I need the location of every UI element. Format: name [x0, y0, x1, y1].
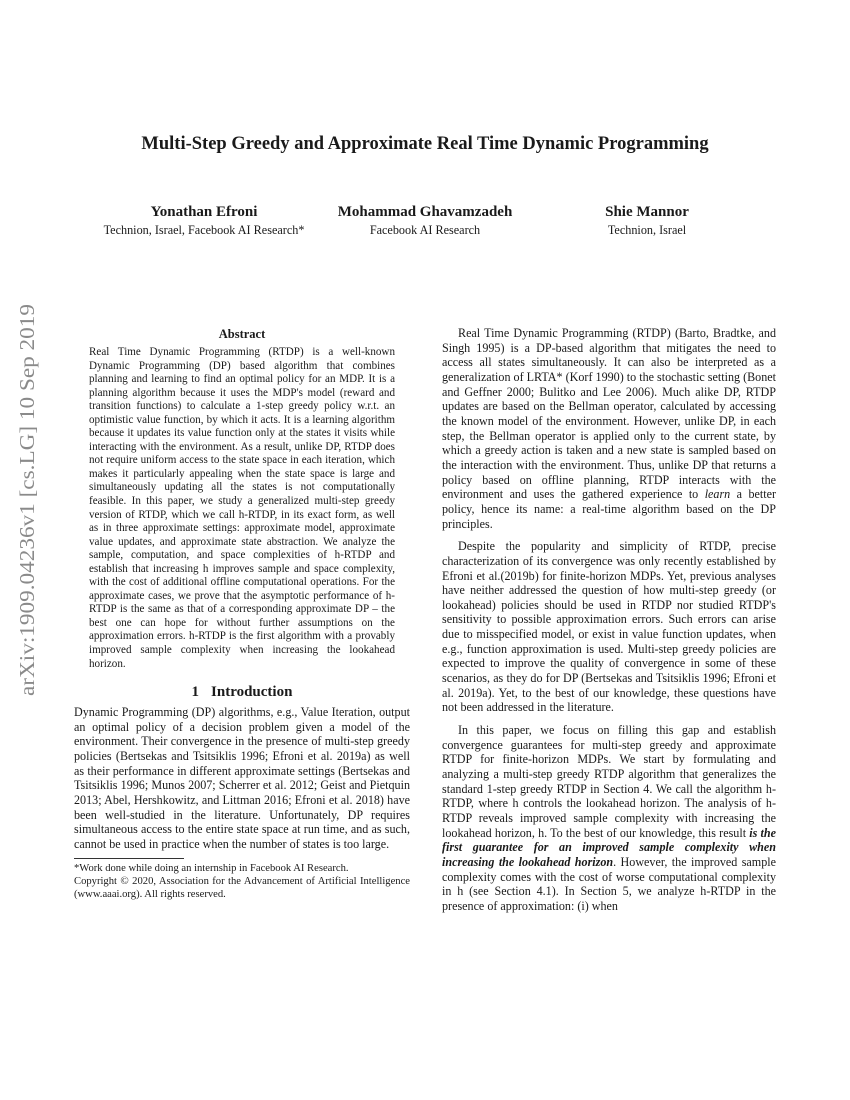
author-affiliation: Technion, Israel: [607, 223, 687, 237]
section-title: Introduction: [211, 684, 293, 701]
paragraph-text: Real Time Dynamic Programming (RTDP) (Barto, Bradtke, and Singh 1995) is a DP-based algorithm that mitigates the need to access all states simultaneously. It can also be interpreted as a generalization of LRTA* (Korf 1990) to the stochastic setting (Bonet and Geffner 2000; Bulitko and Lee 2006). Much alike DP, RTDP updates are based on the Bellman operator, calculated by accessing the known model of the environment. However, unlike DP, in each step, the Bellman operator is applied only to the current state, by which a greedy action is taken and a new state is sampled based on the interaction with the environment. Thus, unlike DP that returns a policy based on offline planning, RTDP interacts with the environment and uses the gathered experience to: [442, 326, 776, 502]
footnote-divider: [74, 858, 184, 859]
author-name: Mohammad Ghavamzadeh: [337, 204, 513, 220]
arxiv-id-text: arXiv:1909.04236v1 [cs.LG] 10 Sep 2019: [15, 332, 39, 696]
bold-emphasis-text: is the first guarantee for an improved sample complexity when increasing the lookahead horizon: [442, 825, 776, 869]
left-column: [74, 326, 410, 901]
paragraph-text: . However, the improved sample complexity comes with the cost of worse computational complexity in h (see Section 4.1). In Section 5, we analyze h-RTDP in the presence of approximation: (i) when: [442, 854, 776, 913]
paragraph-text: In this paper, we focus on filling this gap and establish convergence guarantees for multi-step greedy and approximate RTDP for finite-horizon MDPs. We start by formulating and analyzing a multi-step greedy RTDP algorithm that generalizes the standard 1-step greedy RTDP in Section 4. We call the algorithm h-RTDP, where h controls the lookahead horizon. The analysis of h-RTDP reveals improved sample complexity with increasing the lookahead horizon, h. To the best of our knowledge, this result: [442, 723, 776, 840]
emphasis-text: learn: [704, 487, 731, 502]
author-name: Shie Mannor: [605, 204, 689, 220]
copyright-text: 2020, Association for the Advancement of Artificial Intelligence (www.aaai.org). All rights reserved.: [74, 876, 410, 900]
author-name: Yonathan Efroni: [150, 204, 258, 220]
author-affiliation: Technion, Israel, Facebook AI Research*: [103, 223, 305, 237]
body-paragraph: [442, 326, 776, 531]
intro-paragraph: Dynamic Programming (DP) algorithms, e.g., Value Iteration, output an optimal policy of a decision problem given a model of the environment. Their convergence in the presence of multi-step greedy policies (Bertsekas and Tsitsiklis 1996; Efroni et al. 2019a) as well as their performance in different approximate settings (Bertsekas and Tsitsiklis 1996; Munos 2007; Scherrer et al. 2012; Geist and Pietquin 2013; Abel, Hershkowitz, and Littman 2016; Efroni et al. 2018) have been well-studied in the literature. Unfortunately, DP requires simultaneous access to the entire state space at run time, and as such, cannot be used in practice when the number of states is too large.: [74, 705, 410, 852]
footnote: *Work done while doing an internship in Facebook AI Research.: [74, 862, 349, 874]
body-paragraph: [442, 723, 776, 914]
author-affiliation: Facebook AI Research: [369, 223, 481, 237]
section-heading: [74, 683, 410, 701]
paper-title: Multi-Step Greedy and Approximate Real Time Dynamic Programming: [141, 134, 709, 154]
right-column: [442, 326, 776, 922]
abstract-text: Real Time Dynamic Programming (RTDP) is a well-known Dynamic Programming (DP) based algorithm that combines planning and learning to find an optimal policy for an MDP. It is a planning algorithm because it uses the MDP's model (reward and transition functions) to calculate a 1-step greedy policy w.r.t. an optimistic value function, by which it acts. It is a learning algorithm because it updates its value function only at the states it visits while interacting with the environment. As a result, unlike DP, RTDP does not require uniform access to the state space in each iteration, which makes it particularly appealing when the state space is large and simultaneously updating all the states is not computationally feasible. In this paper, we study a generalized multi-step greedy version of RTDP, which we call h-RTDP, in its exact form, as well as in three approximate settings: approximate model, approximate value updates, and approximate state abstraction. We analyze the sample, computation, and space complexities of h-RTDP and establish that increasing h improves sample and space complexity, with the cost of additional offline computational operations. For the approximate cases, we prove that the asymptotic performance of h-RTDP is the same as that of a corresponding approximate DP – the best one can hope for without further assumptions on the approximation errors. h-RTDP is the first algorithm with a provably improved sample complexity when increasing the lookahead horizon.: [89, 346, 395, 670]
body-paragraph: Despite the popularity and simplicity of RTDP, precise characterization of its convergence was only recently established by Efroni et al.(2019b) for finite-horizon MDPs. Yet, previous analyses have neither addressed the question of how multi-step greedy (or lookahead) policies should be used in RTDP nor studied RTDP's sensitivity to possible approximation errors. Such errors can arise due to misspecified model, or exist in value function updates, when e.g., function approximation is used. Multi-step greedy policies are expected to improve the quality of convergence in some of these scenarios, as they do for DP (Bertsekas and Tsitsiklis 1996; Efroni et al. 2019a). Yet, to the best of our knowledge, these questions have not been addressed in the literature.: [442, 539, 776, 715]
section-number: 1: [191, 684, 200, 701]
abstract-heading: Abstract: [218, 327, 266, 341]
author-block: [68, 202, 340, 238]
author-block: [562, 202, 732, 238]
arxiv-stamp: [4, 300, 44, 700]
author-block: [322, 202, 528, 238]
copyright-symbol: ©: [120, 875, 129, 888]
copyright-notice: [74, 875, 410, 901]
paragraph-text: a better policy, hence its name: a real-time algorithm based on the DP principles.: [442, 487, 776, 531]
copyright-prefix: Copyright: [74, 876, 117, 888]
